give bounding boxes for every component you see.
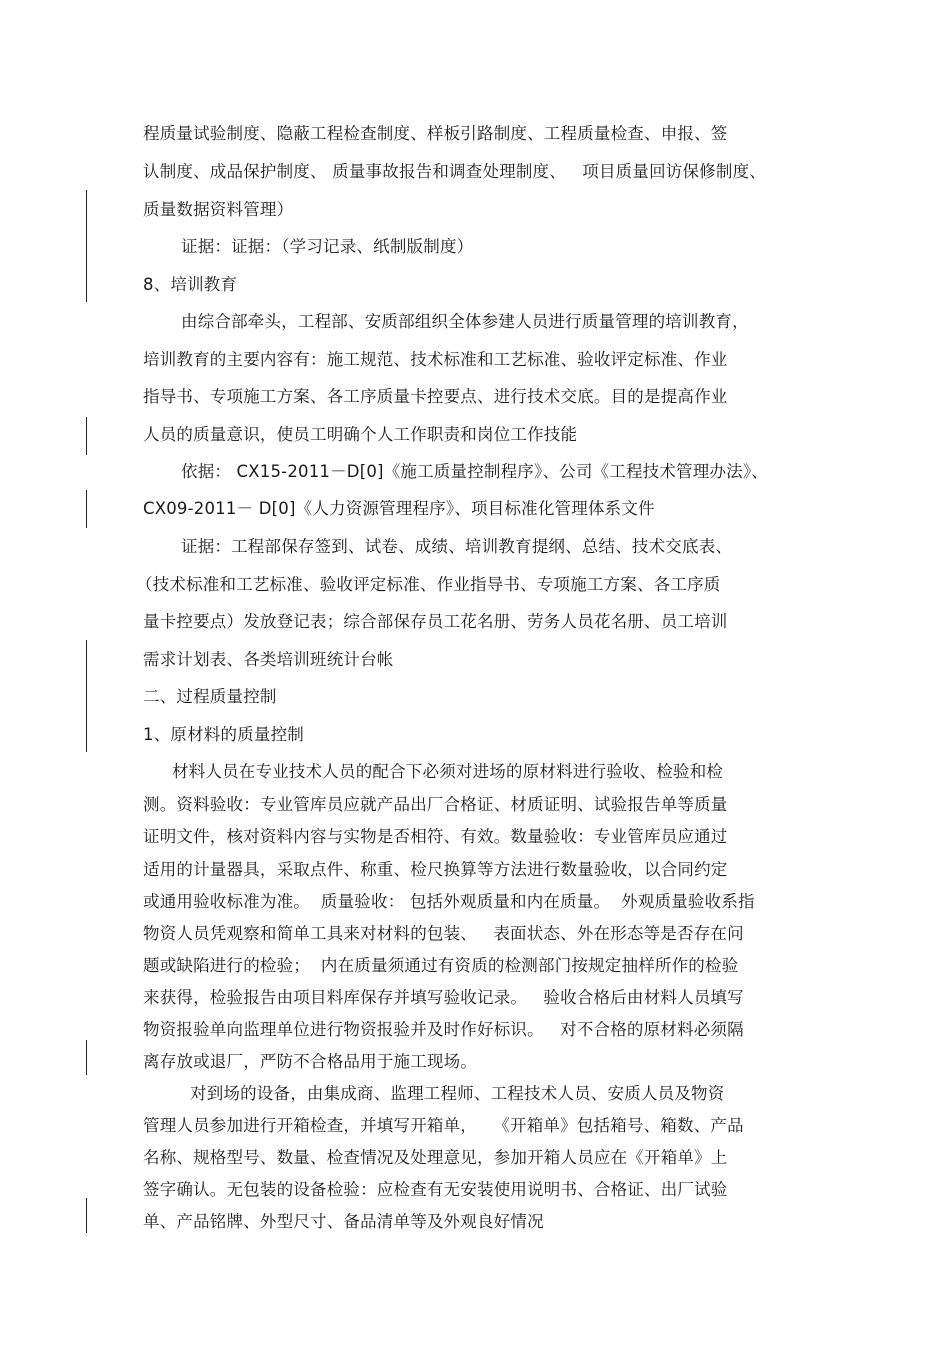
text-line: 适用的计量器具，采取点件、称重、检尺换算等方法进行数量验收，以合同约定: [143, 860, 728, 879]
text-line: 离存放或退厂，严防不合格品用于施工现场。: [143, 1052, 477, 1071]
text-line: 需求计划表、各类培训班统计台帐: [143, 650, 394, 669]
text-line: 证据：工程部保存签到、试卷、成绩、培训教育提纲、总结、技术交底表、: [181, 537, 733, 556]
text-line: 由综合部牵头，工程部、安质部组织全体参建人员进行质量管理的培训教育，: [181, 312, 749, 331]
text-line: 质量数据资料管理）: [143, 200, 294, 219]
text-line: 证明文件，核对资料内容与实物是否相符、有效。数量验收：专业管库员应通过: [143, 827, 728, 846]
text-line: 物资报验单向监理单位进行物资报验并及时作好标识。 对不合格的原材料必须隔: [143, 1020, 744, 1039]
text-line: 量卡控要点）发放登记表；综合部保存员工花名册、劳务人员花名册、员工培训: [143, 612, 728, 631]
text-line: 题或缺陷进行的检验； 内在质量须通过有资质的检测部门按规定抽样所作的检验: [143, 956, 739, 975]
section-heading: 8、培训教育: [143, 275, 238, 294]
margin-change-bar: [86, 640, 87, 752]
margin-change-bar: [86, 490, 87, 528]
text-line: 物资人员凭观察和简单工具来对材料的包装、 表面状态、外在形态等是否存在问: [143, 924, 744, 943]
text-line: 签字确认。无包装的设备检验：应检查有无安装使用说明书、合格证、出厂试验: [143, 1180, 728, 1199]
text-line: （技术标准和工艺标准、验收评定标准、作业指导书、专项施工方案、各工序质: [136, 575, 721, 594]
text-line: 单、产品铭牌、外型尺寸、备品清单等及外观良好情况: [143, 1212, 544, 1231]
margin-change-bar: [86, 1040, 87, 1075]
text-line: 认制度、成品保护制度、 质量事故报告和调查处理制度、 项目质量回访保修制度、: [143, 162, 766, 181]
text-line: 材料人员在专业技术人员的配合下必须对进场的原材料进行验收、检验和检: [172, 762, 724, 781]
margin-change-bar: [86, 1198, 87, 1233]
text-line: 测。资料验收：专业管库员应就产品出厂合格证、材质证明、试验报告单等质量: [143, 795, 728, 814]
text-line: 管理人员参加进行开箱检查，并填写开箱单， 《开箱单》包括箱号、箱数、产品: [143, 1116, 744, 1135]
section-heading: 1、原材料的质量控制: [143, 725, 304, 744]
section-heading: 二、过程质量控制: [143, 687, 277, 706]
text-line: 依据： CX15-2011－D[0]《施工质量控制程序》、公司《工程技术管理办法》、: [181, 462, 768, 481]
text-line: 指导书、专项施工方案、各工序质量卡控要点、进行技术交底。目的是提高作业: [143, 387, 728, 406]
text-line: 对到场的设备，由集成商、监理工程师、工程技术人员、安质人员及物资: [190, 1084, 725, 1103]
text-line: CX09-2011－ D[0]《人力资源管理程序》、项目标准化管理体系文件: [143, 499, 655, 518]
text-line: 或通用验收标准为准。 质量验收： 包括外观质量和内在质量。 外观质量验收系指: [143, 892, 755, 911]
margin-change-bar: [86, 417, 87, 455]
text-line: 培训教育的主要内容有：施工规范、技术标准和工艺标准、验收评定标准、作业: [143, 350, 728, 369]
margin-change-bar: [86, 190, 87, 302]
text-line: 人员的质量意识，使员工明确个人工作职责和岗位工作技能: [143, 425, 578, 444]
text-line: 证据：证据：（学习记录、纸制版制度）: [181, 237, 474, 256]
text-line: 程质量试验制度、隐蔽工程检查制度、样板引路制度、工程质量检查、申报、签: [143, 124, 728, 143]
text-line: 名称、规格型号、数量、检查情况及处理意见，参加开箱人员应在《开箱单》上: [143, 1148, 728, 1167]
text-line: 来获得，检验报告由项目料库保存并填写验收记录。 验收合格后由材料人员填写: [143, 988, 744, 1007]
